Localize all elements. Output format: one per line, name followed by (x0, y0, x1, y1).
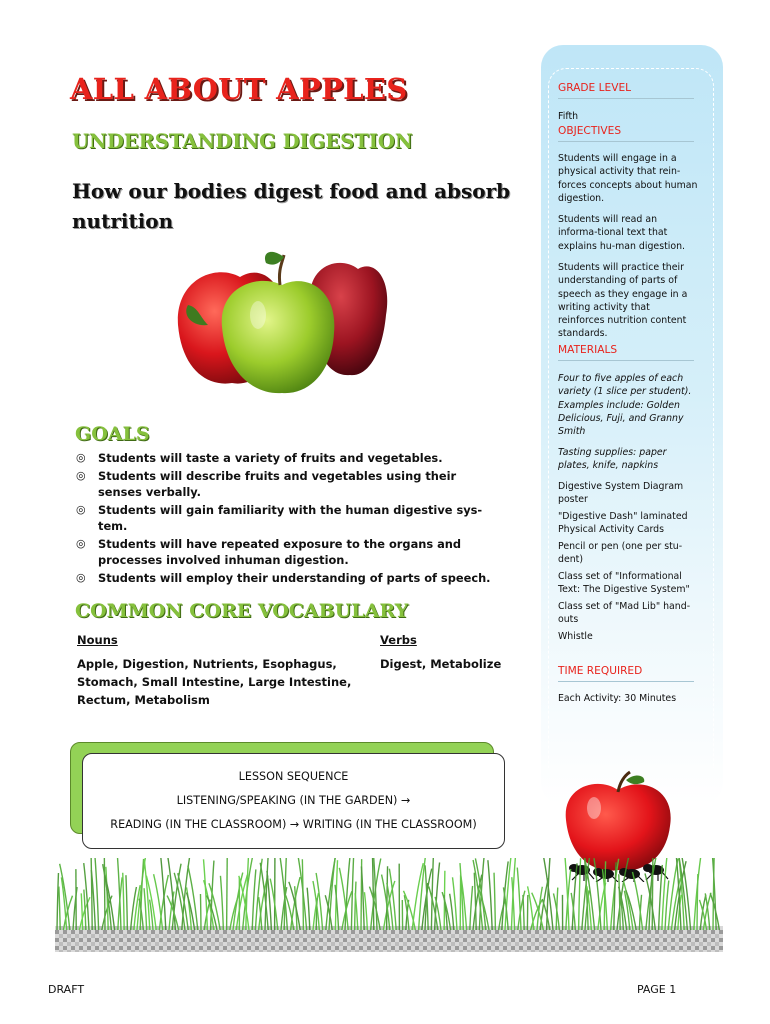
goal-item: ◎ Students will employ their understanding of parts of speech. (76, 570, 491, 585)
footer-page-number: PAGE 1 (637, 983, 677, 996)
objective-item: Students will practice their understanding of parts of speech as they engage in a writing activity that reinforces nutrition content standards. (558, 262, 688, 340)
goal-item: ◎ Students will describe fruits and vegetables using their senses verbally. (76, 468, 457, 499)
grass-blade (528, 886, 534, 930)
page-subtitle: UNDERSTANDING DIGESTION (72, 130, 413, 153)
objective-item: Students will read an informa-tional text that explains hu-man digestion. (558, 214, 686, 252)
goals-list (76, 450, 496, 587)
nouns-label: Nouns (77, 633, 118, 647)
material-item: Tasting supplies: paper plates, knife, napkins (558, 447, 667, 472)
material-item: Whistle (558, 631, 593, 642)
materials-heading: MATERIALS (558, 344, 694, 361)
grass-blade (351, 858, 354, 930)
goal-item: ◎ Students will have repeated exposure to the organs and processes involved inhuman digestion. (76, 536, 462, 567)
grass-blade (307, 888, 310, 930)
goal-item: ◎ Students will gain familiarity with the human digestive sys-tem. (76, 502, 483, 533)
apples-illustration (170, 245, 395, 395)
page-tagline: How our bodies digest food and absorb nutrition (72, 179, 511, 233)
lesson-step: LISTENING/SPEAKING (IN THE GARDEN) → (176, 794, 411, 807)
lesson-sequence-box (82, 753, 505, 849)
bullet-icon: ◎ (76, 451, 86, 464)
bullet-icon: ◎ (76, 570, 86, 584)
page-title: ALL ABOUT APPLES (70, 72, 408, 106)
grade-level-heading: GRADE LEVEL (558, 82, 694, 99)
grass-blade (488, 860, 492, 930)
goals-heading: GOALS (75, 423, 150, 445)
vocabulary-heading: COMMON CORE VOCABULARY (75, 600, 409, 622)
grade-level-value: Fifth (558, 111, 579, 122)
grass-blade (59, 887, 60, 930)
material-item: Class set of "Informational Text: The Digestive System" (558, 571, 690, 596)
grass-blade (579, 858, 581, 930)
grass-blade (126, 875, 127, 930)
bullet-icon: ◎ (76, 468, 86, 482)
grass-blade (523, 895, 524, 930)
grass-blade (91, 858, 92, 930)
lesson-title: LESSON SEQUENCE (238, 770, 349, 783)
time-required-heading: TIME REQUIRED (558, 665, 694, 682)
material-item: Pencil or pen (one per stu-dent) (558, 541, 683, 566)
verbs-list: Digest, Metabolize (380, 657, 502, 671)
material-item: Class set of "Mad Lib" hand-outs (558, 601, 691, 626)
grass-blade (387, 866, 388, 930)
material-item: Four to five apples of each variety (1 slice per student). Examples include: Golden Delicious, Fuji, and Granny Smith (558, 373, 692, 438)
grass-blade (200, 894, 201, 930)
nouns-list: Apple, Digestion, Nutrients, Esophagus, Stomach, Small Intestine, Large Intestine, Rectum, Metabolism (77, 657, 352, 707)
grass-blade (123, 873, 124, 930)
footer-draft-label: DRAFT (48, 983, 85, 996)
grass-blade (697, 874, 698, 930)
goal-item: ◎ Students will taste a variety of fruits and vegetables. (76, 451, 443, 465)
grass-blade (494, 873, 495, 930)
grass-blade (220, 876, 223, 930)
grass-illustration (55, 858, 723, 958)
grass-blade (403, 891, 415, 930)
bullet-icon: ◎ (76, 536, 86, 550)
grass-blade (652, 858, 653, 930)
objectives-heading: OBJECTIVES (558, 125, 694, 142)
grass-blade (227, 858, 228, 930)
grass-blade (594, 858, 601, 930)
grass-blade (435, 863, 440, 930)
grass-blade (619, 874, 620, 930)
grass-blade (144, 888, 147, 930)
grass-blade (57, 873, 58, 930)
grass-blade (505, 858, 512, 930)
grass-blade (104, 858, 105, 930)
grass-blade (81, 893, 82, 930)
grass-blade (364, 892, 367, 930)
time-required-value: Each Activity: 30 Minutes (558, 693, 677, 704)
material-item: Digestive System Diagram poster (558, 481, 684, 506)
lesson-step: READING (IN THE CLASSROOM) → WRITING (IN THE CLASSROOM) (110, 818, 477, 831)
grass-blade (470, 886, 473, 930)
grass-blade (614, 862, 616, 930)
material-item: "Digestive Dash" laminated Physical Activity Cards (558, 511, 688, 536)
bullet-icon: ◎ (76, 502, 86, 516)
verbs-label: Verbs (380, 633, 417, 647)
grass-blade (542, 899, 550, 930)
objective-item: Students will engage in a physical activity that rein-forces concepts about human digestion. (558, 153, 698, 204)
